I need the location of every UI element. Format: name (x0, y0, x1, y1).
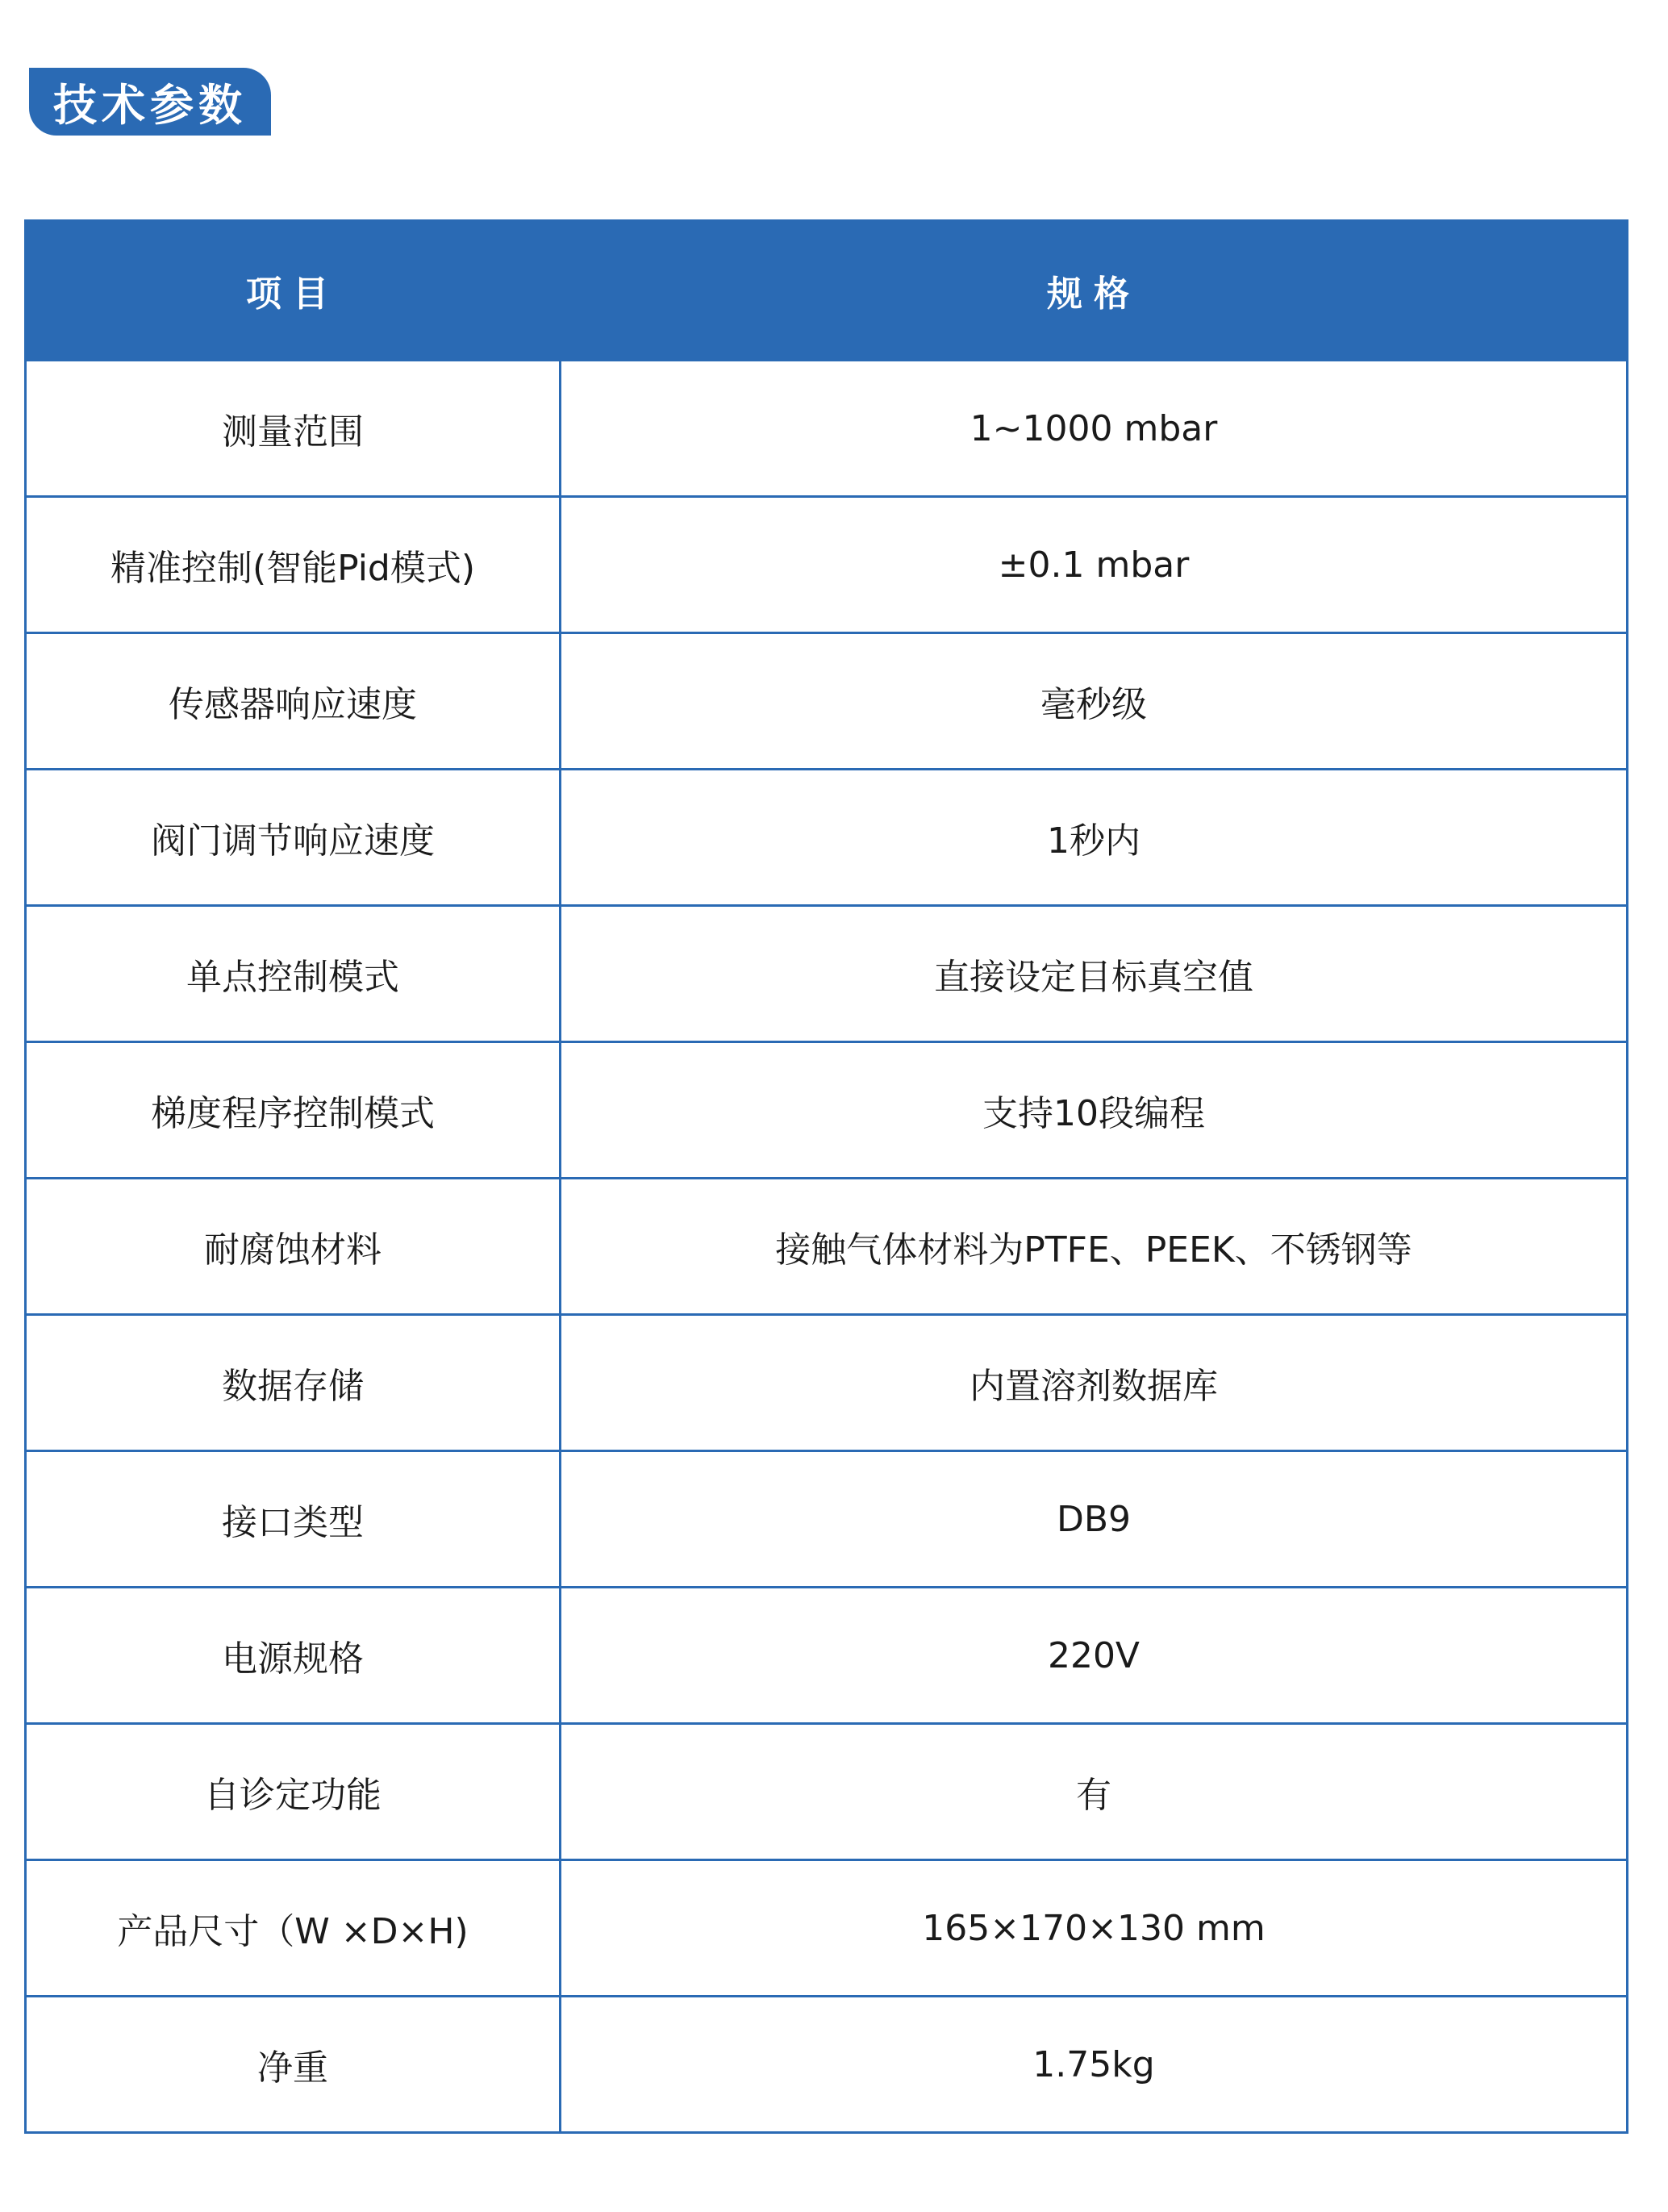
item-cell: 梯度程序控制模式 (26, 1042, 561, 1179)
section-title-tab (29, 68, 271, 136)
table-row (26, 770, 1628, 906)
table-header-row (26, 221, 1628, 361)
table-row (26, 1860, 1628, 1997)
spec-cell: 1~1000 mbar (561, 361, 1628, 497)
spec-cell: DB9 (561, 1451, 1628, 1588)
spec-cell: 接触气体材料为PTFE、PEEK、不锈钢等 (561, 1179, 1628, 1315)
item-cell: 传感器响应速度 (26, 633, 561, 770)
spec-cell: 内置溶剂数据库 (561, 1315, 1628, 1451)
item-cell: 数据存储 (26, 1315, 561, 1451)
spec-cell: 有 (561, 1724, 1628, 1860)
table-row (26, 1042, 1628, 1179)
table-row (26, 497, 1628, 633)
table-row (26, 1315, 1628, 1451)
item-cell: 产品尺寸（W ×D×H) (26, 1860, 561, 1997)
spec-cell: 220V (561, 1588, 1628, 1724)
item-cell: 电源规格 (26, 1588, 561, 1724)
table-row (26, 1997, 1628, 2133)
table-row (26, 361, 1628, 497)
header-item: 项目 (26, 221, 561, 361)
item-cell: 精准控制(智能Pid模式) (26, 497, 561, 633)
section-title: 技术参数 (53, 79, 247, 131)
table-row (26, 906, 1628, 1042)
item-cell: 净重 (26, 1997, 561, 2133)
table-row (26, 1451, 1628, 1588)
item-cell: 阀门调节响应速度 (26, 770, 561, 906)
table-row (26, 1179, 1628, 1315)
spec-table (24, 219, 1628, 2134)
spec-cell: 165×170×130 mm (561, 1860, 1628, 1997)
spec-cell: 1秒内 (561, 770, 1628, 906)
table-row (26, 633, 1628, 770)
table-row (26, 1588, 1628, 1724)
spec-cell: 支持10段编程 (561, 1042, 1628, 1179)
spec-cell: 毫秒级 (561, 633, 1628, 770)
item-cell: 自诊定功能 (26, 1724, 561, 1860)
table-row (26, 1724, 1628, 1860)
item-cell: 单点控制模式 (26, 906, 561, 1042)
item-cell: 测量范围 (26, 361, 561, 497)
spec-cell: 1.75kg (561, 1997, 1628, 2133)
item-cell: 耐腐蚀材料 (26, 1179, 561, 1315)
item-cell: 接口类型 (26, 1451, 561, 1588)
header-spec: 规格 (561, 221, 1628, 361)
spec-cell: ±0.1 mbar (561, 497, 1628, 633)
spec-cell: 直接设定目标真空值 (561, 906, 1628, 1042)
